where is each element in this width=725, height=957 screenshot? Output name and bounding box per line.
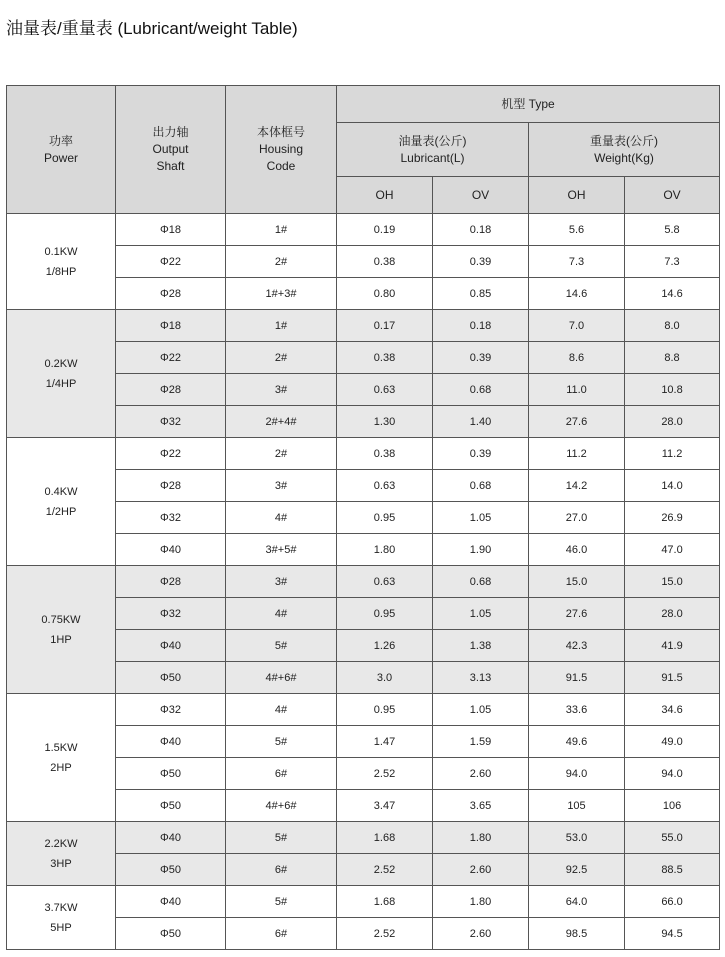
cell-lubricant-ov: 2.60: [433, 918, 529, 950]
header-shaft-cn: 出力轴: [152, 125, 189, 139]
cell-weight-oh: 49.6: [529, 726, 625, 758]
cell-power: [7, 438, 116, 566]
cell-output-shaft: Φ32: [116, 502, 226, 534]
cell-weight-ov: 11.2: [625, 438, 720, 470]
header-power-cn: 功率: [48, 133, 73, 148]
power-hp: 1HP: [50, 633, 72, 646]
cell-weight-oh: 8.6: [529, 342, 625, 374]
cell-output-shaft: Φ32: [116, 598, 226, 630]
cell-housing-code: 4#: [226, 598, 337, 630]
cell-weight-ov: 28.0: [625, 406, 720, 438]
header-lubricant-oh: OH: [337, 177, 433, 214]
cell-output-shaft: Φ28: [116, 374, 226, 406]
header-weight-ov: OV: [625, 177, 720, 214]
cell-lubricant-oh: 1.68: [337, 886, 433, 918]
cell-lubricant-oh: 3.47: [337, 790, 433, 822]
cell-lubricant-oh: 3.0: [337, 662, 433, 694]
cell-lubricant-oh: 2.52: [337, 758, 433, 790]
header-lubricant-en: Lubricant(L): [400, 150, 465, 165]
cell-power: [7, 566, 116, 694]
header-row-1: [7, 86, 720, 123]
cell-output-shaft: Φ28: [116, 278, 226, 310]
table-row: [7, 310, 720, 342]
cell-housing-code: 3#: [226, 374, 337, 406]
cell-output-shaft: Φ50: [116, 790, 226, 822]
cell-weight-ov: 55.0: [625, 822, 720, 854]
cell-weight-ov: 28.0: [625, 598, 720, 630]
cell-weight-oh: 94.0: [529, 758, 625, 790]
power-kw: 2.2KW: [44, 837, 78, 850]
cell-lubricant-oh: 2.52: [337, 918, 433, 950]
header-lubricant: [337, 123, 529, 177]
cell-output-shaft: Φ18: [116, 310, 226, 342]
cell-weight-ov: 49.0: [625, 726, 720, 758]
cell-weight-ov: 8.0: [625, 310, 720, 342]
cell-housing-code: 4#+6#: [226, 662, 337, 694]
cell-weight-oh: 27.0: [529, 502, 625, 534]
power-kw: 1.5KW: [44, 741, 78, 754]
cell-weight-oh: 11.0: [529, 374, 625, 406]
cell-weight-ov: 8.8: [625, 342, 720, 374]
cell-housing-code: 1#: [226, 214, 337, 246]
cell-lubricant-ov: 0.39: [433, 246, 529, 278]
table-row: [7, 694, 720, 726]
header-weight-cn: 重量表(公斤): [590, 133, 659, 148]
cell-output-shaft: Φ22: [116, 438, 226, 470]
cell-output-shaft: Φ32: [116, 694, 226, 726]
cell-weight-oh: 11.2: [529, 438, 625, 470]
cell-lubricant-oh: 0.38: [337, 438, 433, 470]
cell-weight-oh: 33.6: [529, 694, 625, 726]
cell-housing-code: 3#+5#: [226, 534, 337, 566]
cell-weight-ov: 15.0: [625, 566, 720, 598]
cell-lubricant-ov: 1.38: [433, 630, 529, 662]
cell-lubricant-oh: 0.38: [337, 342, 433, 374]
cell-lubricant-ov: 0.68: [433, 470, 529, 502]
table-row: [7, 214, 720, 246]
cell-weight-ov: 10.8: [625, 374, 720, 406]
cell-lubricant-oh: 0.19: [337, 214, 433, 246]
cell-weight-ov: 94.5: [625, 918, 720, 950]
cell-weight-ov: 5.8: [625, 214, 720, 246]
cell-weight-ov: 41.9: [625, 630, 720, 662]
cell-weight-oh: 5.6: [529, 214, 625, 246]
power-hp: 5HP: [50, 921, 72, 934]
cell-lubricant-oh: 0.95: [337, 502, 433, 534]
cell-weight-oh: 14.6: [529, 278, 625, 310]
cell-lubricant-oh: 1.30: [337, 406, 433, 438]
cell-weight-ov: 14.6: [625, 278, 720, 310]
cell-output-shaft: Φ50: [116, 662, 226, 694]
cell-lubricant-oh: 0.63: [337, 566, 433, 598]
cell-lubricant-oh: 0.63: [337, 470, 433, 502]
header-lubricant-cn: 油量表(公斤): [398, 133, 467, 148]
cell-weight-ov: 94.0: [625, 758, 720, 790]
cell-lubricant-oh: 0.17: [337, 310, 433, 342]
cell-output-shaft: Φ50: [116, 758, 226, 790]
cell-output-shaft: Φ40: [116, 886, 226, 918]
cell-weight-ov: 66.0: [625, 886, 720, 918]
cell-lubricant-ov: 1.05: [433, 694, 529, 726]
cell-lubricant-ov: 1.80: [433, 822, 529, 854]
power-kw: 0.1KW: [44, 245, 78, 258]
table-row: [7, 438, 720, 470]
header-lubricant-ov: OV: [433, 177, 529, 214]
cell-housing-code: 4#+6#: [226, 790, 337, 822]
power-kw: 3.7KW: [44, 901, 78, 914]
power-hp: 3HP: [50, 857, 72, 870]
cell-power: [7, 214, 116, 310]
cell-weight-oh: 15.0: [529, 566, 625, 598]
cell-lubricant-oh: 0.95: [337, 694, 433, 726]
cell-lubricant-oh: 0.80: [337, 278, 433, 310]
cell-weight-ov: 26.9: [625, 502, 720, 534]
cell-lubricant-ov: 3.65: [433, 790, 529, 822]
cell-output-shaft: Φ50: [116, 854, 226, 886]
header-shaft-en1: Output: [152, 142, 189, 156]
cell-output-shaft: Φ22: [116, 246, 226, 278]
cell-weight-oh: 64.0: [529, 886, 625, 918]
cell-weight-ov: 34.6: [625, 694, 720, 726]
power-hp: 1/2HP: [45, 505, 77, 518]
cell-lubricant-ov: 0.68: [433, 374, 529, 406]
cell-lubricant-ov: 0.39: [433, 438, 529, 470]
cell-housing-code: 3#: [226, 566, 337, 598]
cell-weight-oh: 53.0: [529, 822, 625, 854]
table-header: [7, 86, 720, 214]
cell-output-shaft: Φ22: [116, 342, 226, 374]
cell-housing-code: 6#: [226, 918, 337, 950]
cell-weight-oh: 27.6: [529, 598, 625, 630]
cell-housing-code: 2#: [226, 342, 337, 374]
cell-housing-code: 1#: [226, 310, 337, 342]
table-row: [7, 886, 720, 918]
page-title: 油量表/重量表 (Lubricant/weight Table): [6, 19, 298, 38]
header-output-shaft: [116, 86, 226, 214]
cell-lubricant-oh: 2.52: [337, 854, 433, 886]
header-housing-cn: 本体框号: [256, 125, 305, 139]
cell-housing-code: 5#: [226, 822, 337, 854]
power-hp: 1/4HP: [45, 377, 77, 390]
cell-lubricant-ov: 0.85: [433, 278, 529, 310]
cell-lubricant-ov: 1.40: [433, 406, 529, 438]
cell-housing-code: 5#: [226, 630, 337, 662]
cell-lubricant-oh: 0.63: [337, 374, 433, 406]
cell-weight-oh: 27.6: [529, 406, 625, 438]
cell-weight-oh: 105: [529, 790, 625, 822]
cell-housing-code: 2#+4#: [226, 406, 337, 438]
cell-lubricant-ov: 3.13: [433, 662, 529, 694]
cell-lubricant-ov: 1.90: [433, 534, 529, 566]
cell-housing-code: 3#: [226, 470, 337, 502]
cell-lubricant-oh: 1.68: [337, 822, 433, 854]
cell-lubricant-ov: 1.05: [433, 502, 529, 534]
cell-output-shaft: Φ40: [116, 822, 226, 854]
cell-lubricant-ov: 1.80: [433, 886, 529, 918]
table-body: [7, 214, 720, 950]
table-row: [7, 822, 720, 854]
cell-weight-ov: 88.5: [625, 854, 720, 886]
cell-output-shaft: Φ40: [116, 630, 226, 662]
header-housing-en2: Code: [266, 159, 296, 173]
cell-power: [7, 310, 116, 438]
cell-housing-code: 2#: [226, 246, 337, 278]
table-row: [7, 566, 720, 598]
cell-weight-ov: 47.0: [625, 534, 720, 566]
cell-lubricant-oh: 1.26: [337, 630, 433, 662]
cell-power: [7, 694, 116, 822]
cell-housing-code: 4#: [226, 694, 337, 726]
cell-output-shaft: Φ28: [116, 470, 226, 502]
power-hp: 2HP: [50, 761, 72, 774]
cell-lubricant-oh: 1.47: [337, 726, 433, 758]
cell-lubricant-ov: 0.39: [433, 342, 529, 374]
cell-weight-oh: 91.5: [529, 662, 625, 694]
cell-weight-ov: 91.5: [625, 662, 720, 694]
cell-weight-ov: 14.0: [625, 470, 720, 502]
cell-weight-oh: 46.0: [529, 534, 625, 566]
power-hp: 1/8HP: [45, 265, 77, 278]
cell-housing-code: 4#: [226, 502, 337, 534]
power-kw: 0.75KW: [41, 613, 81, 626]
cell-lubricant-ov: 0.18: [433, 214, 529, 246]
cell-weight-oh: 92.5: [529, 854, 625, 886]
cell-weight-oh: 7.0: [529, 310, 625, 342]
cell-output-shaft: Φ32: [116, 406, 226, 438]
cell-lubricant-ov: 1.05: [433, 598, 529, 630]
header-shaft-en2: Shaft: [156, 159, 185, 173]
cell-weight-oh: 7.3: [529, 246, 625, 278]
power-kw: 0.4KW: [44, 485, 78, 498]
header-housing-en1: Housing: [258, 142, 304, 156]
header-weight-en: Weight(Kg): [594, 150, 654, 165]
header-power: [7, 86, 116, 214]
cell-weight-oh: 98.5: [529, 918, 625, 950]
cell-power: [7, 822, 116, 886]
header-power-en: Power: [43, 150, 78, 165]
cell-lubricant-ov: 0.68: [433, 566, 529, 598]
header-type: 机型 Type: [337, 86, 720, 123]
cell-weight-ov: 7.3: [625, 246, 720, 278]
cell-power: [7, 886, 116, 950]
lubricant-weight-table: [6, 85, 720, 950]
cell-lubricant-ov: 1.59: [433, 726, 529, 758]
cell-output-shaft: Φ40: [116, 726, 226, 758]
cell-lubricant-ov: 0.18: [433, 310, 529, 342]
cell-output-shaft: Φ28: [116, 566, 226, 598]
cell-output-shaft: Φ40: [116, 534, 226, 566]
cell-housing-code: 5#: [226, 886, 337, 918]
cell-housing-code: 1#+3#: [226, 278, 337, 310]
cell-lubricant-oh: 0.38: [337, 246, 433, 278]
cell-lubricant-oh: 1.80: [337, 534, 433, 566]
header-weight-oh: OH: [529, 177, 625, 214]
cell-weight-ov: 106: [625, 790, 720, 822]
cell-housing-code: 6#: [226, 854, 337, 886]
cell-lubricant-ov: 2.60: [433, 758, 529, 790]
cell-weight-oh: 42.3: [529, 630, 625, 662]
power-kw: 0.2KW: [44, 357, 78, 370]
cell-weight-oh: 14.2: [529, 470, 625, 502]
cell-housing-code: 5#: [226, 726, 337, 758]
cell-output-shaft: Φ50: [116, 918, 226, 950]
cell-lubricant-ov: 2.60: [433, 854, 529, 886]
cell-housing-code: 6#: [226, 758, 337, 790]
cell-lubricant-oh: 0.95: [337, 598, 433, 630]
cell-output-shaft: Φ18: [116, 214, 226, 246]
header-housing-code: [226, 86, 337, 214]
header-weight: [529, 123, 720, 177]
cell-housing-code: 2#: [226, 438, 337, 470]
